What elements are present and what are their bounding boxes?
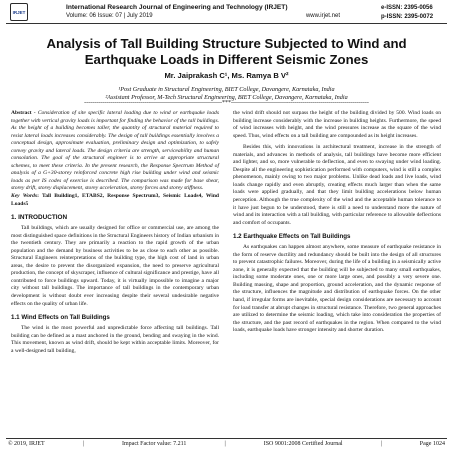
journal-title: International Research Journal of Engineering and Technology (IRJET) [66, 4, 288, 11]
wind-paragraph-2: Besides this, with innovations in architectural treatment, increase in the strength of materials, and advances in methods of analysis, tall buildings have become more efficient and lighter, and so, more vulnerable to deflection, and even to swaying under wind loading. Despite all the engineering sophistication performed with computers, wind is still a complex phenomenon, mainly owing to two major problems. Unlike dead loads and live loads, wind loads change rapidly and even abruptly, creating effects much larger than when the same loads were applied gradually, and that they limit building accelerations below human perception. Although the true complexity of the wind and the acceptable human tolerance to it have just begun to be understood, there is still a need to understand more the nature of wind and its interaction with a tall building, with particular reference to allowable deflections and comfort of occupants. [233, 144, 441, 226]
section-heading-introduction: 1. INTRODUCTION [11, 214, 68, 222]
abstract-label: Abstract [11, 110, 32, 116]
left-column [11, 110, 219, 355]
p-issn: p-ISSN: 2395-0072 [381, 14, 434, 20]
section-heading-wind: 1.1 Wind Effects on Tall Buildings [11, 314, 110, 322]
paper-title: Analysis of Tall Building Structure Subjected to Wind and Earthquake Loads in Different Seismic Zones [46, 36, 407, 67]
introduction-paragraph: Tall buildings, which are usually designed for office or commercial use, are among the most distinguished space definitions in the Structural Engineers history of Indian urbanism in the twentieth century. They are primarily a reaction to the rapid growth of the urban population and the demand by business activities to be as close to each other as possible. Structural Engineers reinterpretations of the building type, the high cost of land in urban areas, the desire to prevent the disorganized expansion, the need to preserve agricultural production, the concept of skyscraper, influence of cultural significance and prestige, have all contributed to force buildings upward. Today, it is virtually impossible to imagine a major city without tall buildings. The importance of tall buildings in the contemporary urban development is without doubt ever increasing despite their several undesirable negative effects on the quality of urban life. [11, 225, 219, 307]
footer-copyright: © 2019, IRJET [8, 441, 45, 447]
footer-separator: | [82, 441, 84, 447]
abstract [11, 110, 219, 193]
abstract-text: - Consideration of site specific lateral loading due to wind or earthquake loads together with vertical gravity loads is important for finding the behavior of the tall buildings. As the height of a building becomes taller, the quantity of structural material required to resist lateral loads increases considerably. The design of tall buildings essentially involves a conceptual design, approximate evaluation, preliminary design and optimization, to safely convey gravity and lateral loads. The design criteria are strength, serviceability and human consolation. The goal of the structural engineer is to arrive at appropriate structural schemes, to meet these criteria. In the present research, the Response Spectrum Method of analysis of a G+30-storey reinforced concrete high rise building under wind and seismic loads as per IS codes of exercise is described. The comparison was made for base shear, storey drift, storey displacement, storey acceleration, storey forces and storey stiffness. [11, 110, 219, 192]
affiliation-2: ²Assistant Professor, M-Tech Structural Engineering, BIET College, Davangere, Karnataka, India [105, 94, 348, 101]
header-divider [6, 23, 447, 24]
journal-header [6, 2, 447, 22]
footer-separator: | [380, 441, 382, 447]
issn-block [381, 4, 445, 22]
wind-paragraph-continued: the wind drift should not surpass the height of the building divided by 500. Wind loads on building increase considerably with the increase in building heights. Furthermore, the speed of wind increases with height, and the wind pressures increase as the square of the wind speed. Thus, wind effects on a tall building are compounded as its height increases. [233, 110, 441, 139]
title-separator: ---------------------------------------------------------------------***--------------------------------------------------------------------- [84, 100, 369, 106]
journal-volume [66, 13, 340, 19]
footer-divider [6, 438, 447, 439]
e-issn: e-ISSN: 2395-0056 [381, 5, 433, 11]
keywords [11, 193, 219, 208]
footer-separator: | [224, 441, 226, 447]
footer-page-number: Page 1024 [419, 441, 445, 447]
keywords-label: Key Words [11, 193, 38, 200]
right-column [233, 110, 441, 335]
footer-impact-factor: Impact Factor value: 7.211 [122, 441, 187, 447]
journal-website[interactable]: www.irjet.net [305, 13, 340, 19]
page-footer [8, 441, 445, 447]
affiliation-1: ¹Post Graduate in Structural Engineering, BIET College, Davangere, Karnataka, India [118, 86, 335, 93]
wind-paragraph: The wind is the most powerful and unpredictable force affecting tall buildings. Tall building can be defined as a mast anchored in the ground, bending and swaying in the wind. This movement, known as wind drift, should be kept within acceptable limits. Moreover, for a well-designed tall building, [11, 325, 219, 354]
section-heading-earthquake: 1.2 Earthquake Effects on Tall Buildings [233, 233, 351, 241]
journal-logo: IRJET [10, 3, 28, 21]
volume-issue: Volume: 06 Issue: 07 | July 2019 [66, 13, 153, 19]
earthquake-paragraph: As earthquakes can happen almost anywhere, some measure of earthquake resistance in the form of reserve ductility and redundancy should be built into the design of all structures to prevent catastrophic failures. Moreover, during the life of a building in a seismically active zone, it is generally expected that the building will be subjected to many small earthquakes, including some moderate ones, one or more large ones, and possibly a very severe one. Building massing, shape and proportion, ground acceleration, and the dynamic response of the structure, influences the magnitude and distribution of earthquake forces. On the other hand, if irregular forms are inevitable, special design considerations are necessary to account for load transfer at abrupt changes in structural resistance. Therefore, two general approaches are utilized to determine the seismic loading, which take into consideration the properties of the structure, and the past record of earthquakes in the region. When compared to the wind loads, earthquake loads have stronger intensity and shorter duration. [233, 244, 441, 334]
keywords-text: : Tall Building1, ETABS2, Response Spectrum3, Seismic Loads4, Wind Loads5 [11, 193, 219, 207]
footer-iso: ISO 9001:2008 Certified Journal [263, 441, 343, 447]
paper-authors: Mr. Jaiprakash C¹, Ms. Ramya B V² [164, 71, 289, 80]
